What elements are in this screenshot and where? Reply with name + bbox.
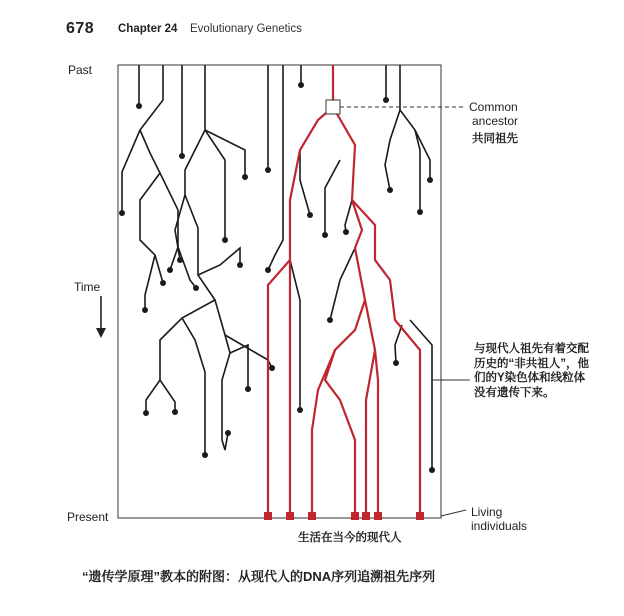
axis-label-time: Time bbox=[74, 280, 101, 294]
non-ancestor-annotation: 与现代人祖先有着交配历史的“非共祖人”，他们的Y染色体和线粒体没有遗传下来。 bbox=[474, 343, 589, 399]
living-individual-6 bbox=[374, 512, 382, 520]
living-individuals-label-2: individuals bbox=[471, 519, 528, 533]
living-individual-7 bbox=[416, 512, 424, 520]
common-ancestor-label: Common bbox=[469, 100, 518, 114]
living-individual-1 bbox=[264, 512, 272, 520]
living-individual-2 bbox=[286, 512, 294, 520]
modern-people-label: 生活在当今的现代人 bbox=[298, 532, 402, 544]
time-arrow-head bbox=[96, 328, 106, 338]
living-individual-3 bbox=[308, 512, 316, 520]
figure-caption: “遗传学原理”教本的附图：从现代人的DNA序列追溯祖先序列 bbox=[82, 569, 436, 584]
common-ancestor-label-cn: 共同祖先 bbox=[472, 133, 518, 145]
living-individual-markers bbox=[264, 512, 424, 520]
living-individuals-label: Living bbox=[471, 505, 503, 519]
axis-label-present: Present bbox=[67, 510, 109, 524]
ancestral-lineages bbox=[268, 65, 420, 516]
common-ancestor-label-2: ancestor bbox=[472, 114, 519, 128]
living-individual-5 bbox=[362, 512, 370, 520]
chapter-title: Evolutionary Genetics bbox=[190, 23, 302, 35]
chapter-label: Chapter 24 bbox=[118, 23, 178, 35]
page-number: 678 bbox=[66, 20, 95, 37]
common-ancestor-box bbox=[326, 100, 340, 114]
axis-label-past: Past bbox=[68, 63, 93, 77]
living-leader bbox=[441, 510, 466, 516]
living-individual-4 bbox=[351, 512, 359, 520]
